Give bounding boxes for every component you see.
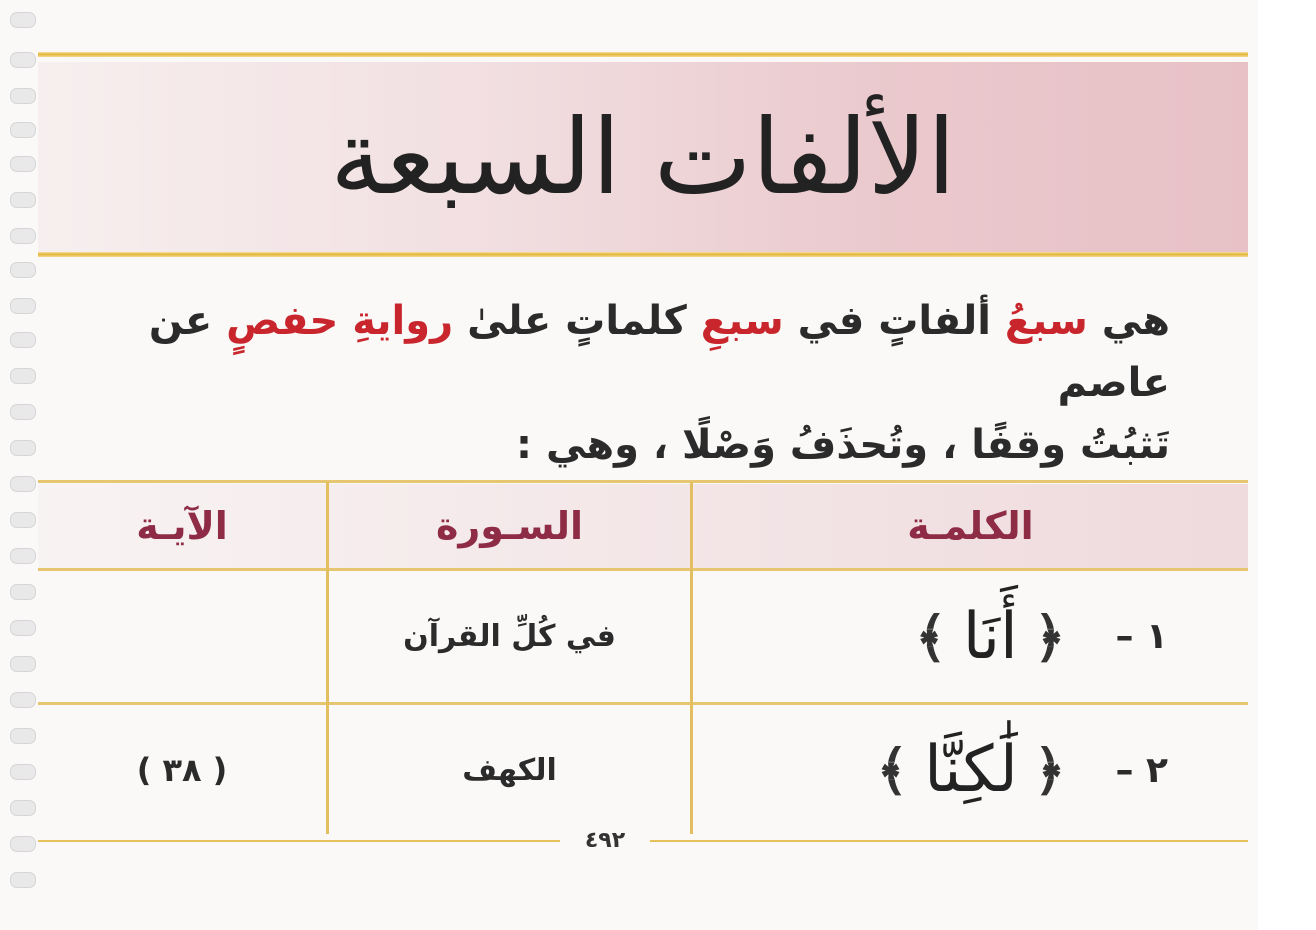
intro-text: عن عاصم [148,298,1170,406]
quran-word: أَنَا [962,599,1018,674]
gold-rule-bottom [38,252,1248,257]
intro-line-1 [70,290,1170,414]
ayah-cell [38,571,326,702]
alifs-table [38,478,1248,838]
page-title: الألفات السبعة [330,96,956,218]
intro-text: ألفاتٍ في [783,298,1005,344]
page-number: ٤٩٢ [560,828,650,853]
intro-text: كلماتٍ علىٰ [453,298,701,344]
highlighted-word: سبعِ [700,298,784,344]
intro-text: هي [1087,298,1170,344]
highlighted-word: سبعُ [1004,298,1088,344]
quran-word: لَٰكِنَّا [924,733,1018,807]
ornament-bracket-icon: ﴿ [1033,738,1066,802]
header-ayah: الآيـة [136,504,228,548]
table-row [693,571,1248,702]
intro-line-2: تَثبُتُ وقفًا ، وتُحذَفُ وَصْلًا ، وهي : [516,422,1170,468]
surah-cell: الكهف [462,752,557,788]
surah-cell: في كُلِّ القرآن [403,619,616,654]
table-row [693,705,1248,835]
ornament-bracket-icon: ﴾ [915,604,947,669]
row-number: ١ – [1115,616,1168,657]
header-surah: السـورة [435,504,584,548]
gold-rule-top [38,52,1248,57]
ornament-bracket-icon: ﴿ [1033,604,1066,669]
page-margin [1258,0,1316,930]
header-word: الكلمـة [907,504,1034,548]
highlighted-word: روايةِ حفصٍ [226,298,454,344]
ornament-bracket-icon: ﴾ [876,738,909,802]
row-number: ٢ – [1115,749,1168,791]
ayah-cell: ( ٣٨ ) [136,751,228,789]
binding-holes [10,0,38,930]
intro-paragraph [70,290,1170,476]
